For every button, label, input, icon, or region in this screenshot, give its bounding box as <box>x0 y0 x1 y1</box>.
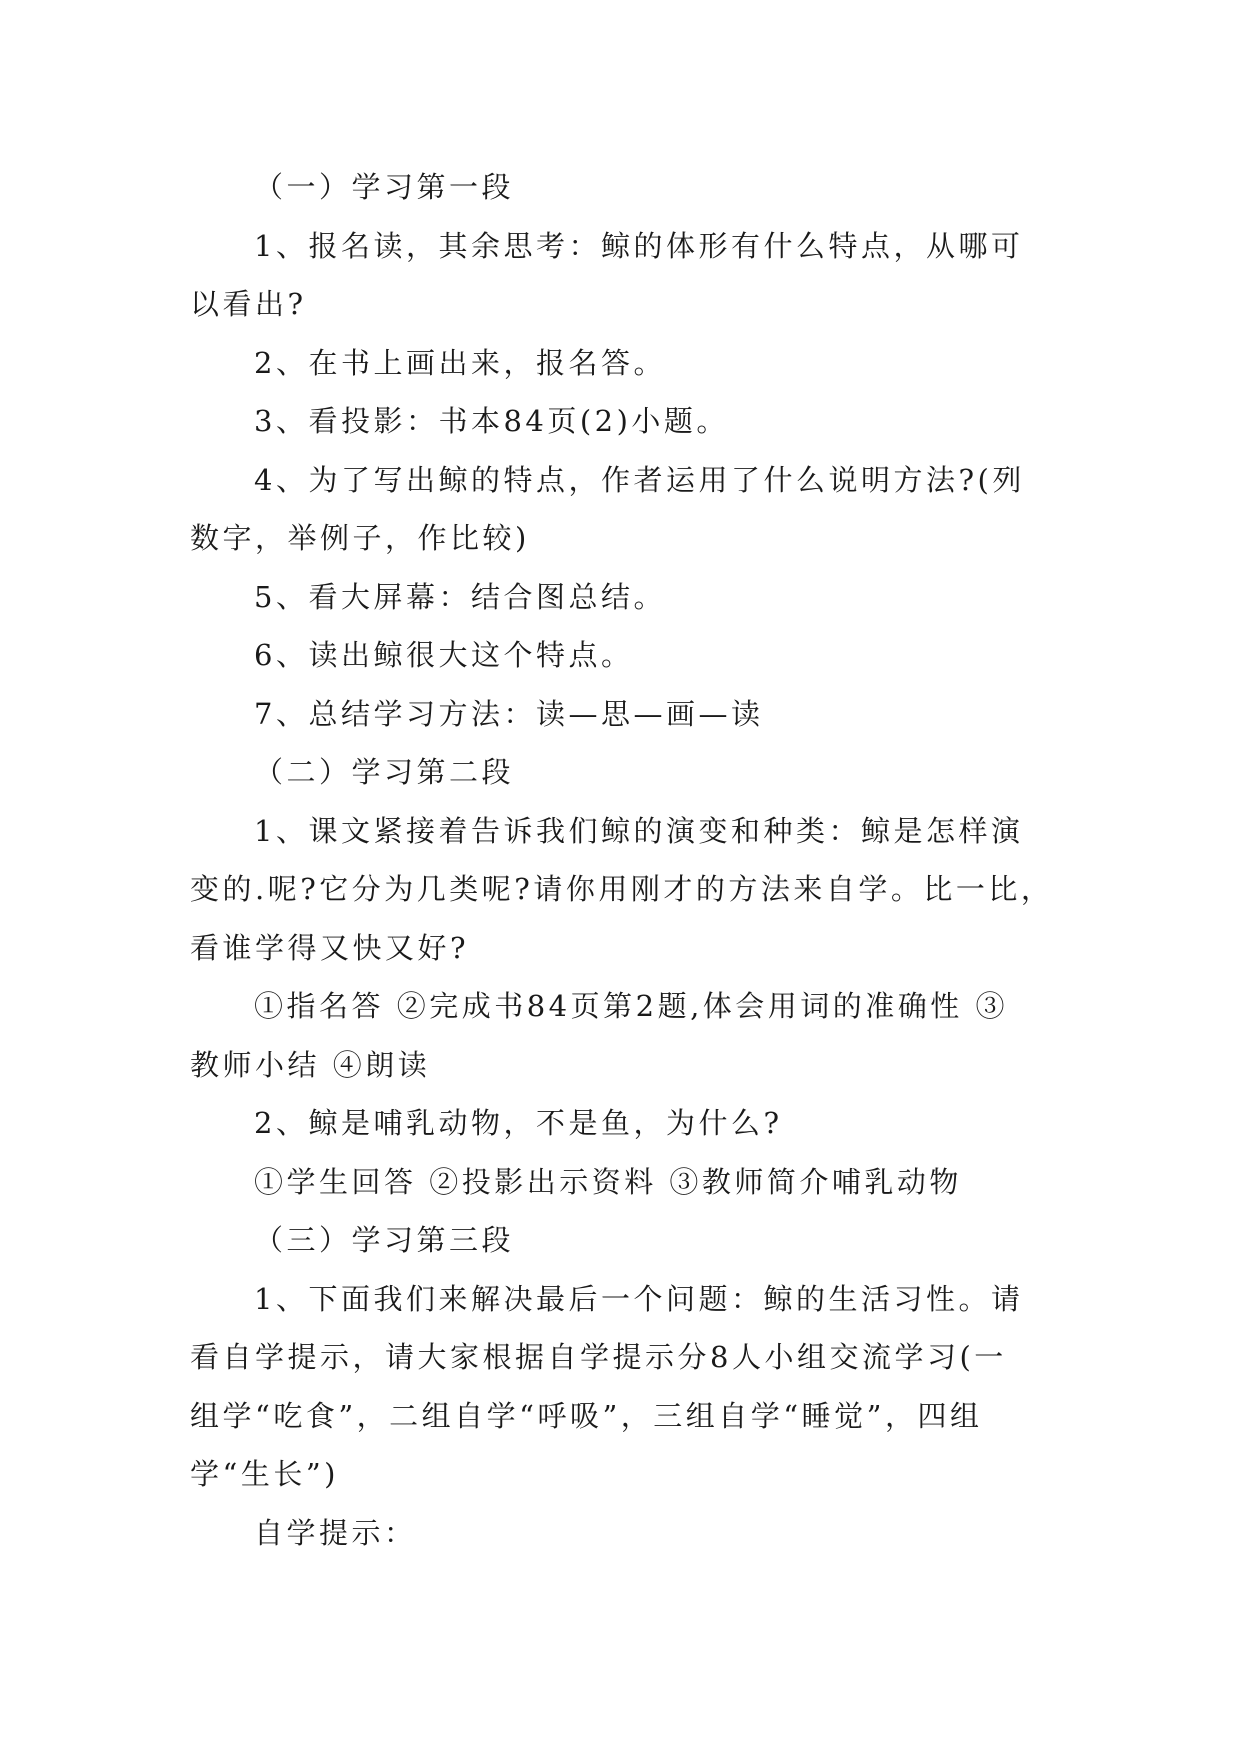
text-line: 自学提示： <box>254 1515 417 1550</box>
text-line: 数字，举例子，作比较) <box>190 521 530 555</box>
text-line: 教师小结 ④朗读 <box>190 1047 431 1082</box>
text-line: 6、读出鲸很大这个特点。 <box>254 638 634 672</box>
text-line: 看谁学得又快又好? <box>190 930 470 965</box>
document-body <box>190 158 1054 1562</box>
text-line: 1、下面我们来解决最后一个问题：鲸的生活习性。请 <box>254 1281 1024 1316</box>
text-block <box>190 158 1054 1562</box>
text-line: 1、报名读，其余思考：鲸的体形有什么特点，从哪可 <box>254 228 1024 263</box>
text-line: 组学“吃食”，二组自学“呼吸”，三组自学“睡觉”，四组 <box>190 1398 983 1433</box>
text-line: ①学生回答 ②投影出示资料 ③教师简介哺乳动物 <box>254 1164 962 1199</box>
text-line: 3、看投影：书本84页(2)小题。 <box>254 404 729 438</box>
text-line: ①指名答 ②完成书84页第2题,体会用词的准确性 ③ <box>254 989 1009 1023</box>
text-line: 4、为了写出鲸的特点，作者运用了什么说明方法?(列 <box>254 462 1025 497</box>
text-line: 1、课文紧接着告诉我们鲸的演变和种类：鲸是怎样演 <box>254 813 1024 848</box>
text-line: 2、在书上画出来，报名答。 <box>254 345 666 380</box>
text-line: 以看出? <box>190 287 307 321</box>
text-line: 看自学提示，请大家根据自学提示分8人小组交流学习(一 <box>190 1340 1007 1374</box>
section-heading-2: （二）学习第二段 <box>254 755 515 789</box>
text-line: 7、总结学习方法：读—思—画—读 <box>254 696 764 731</box>
text-line: 2、鲸是哺乳动物，不是鱼，为什么? <box>254 1106 783 1140</box>
section-heading-1: （一）学习第一段 <box>254 170 515 204</box>
text-line: 5、看大屏幕：结合图总结。 <box>254 579 666 614</box>
section-heading-3: （三）学习第三段 <box>254 1223 515 1257</box>
text-line: 变的.呢?它分为几类呢?请你用刚才的方法来自学。比一比， <box>190 872 1054 906</box>
text-line: 学“生长”) <box>190 1457 339 1491</box>
